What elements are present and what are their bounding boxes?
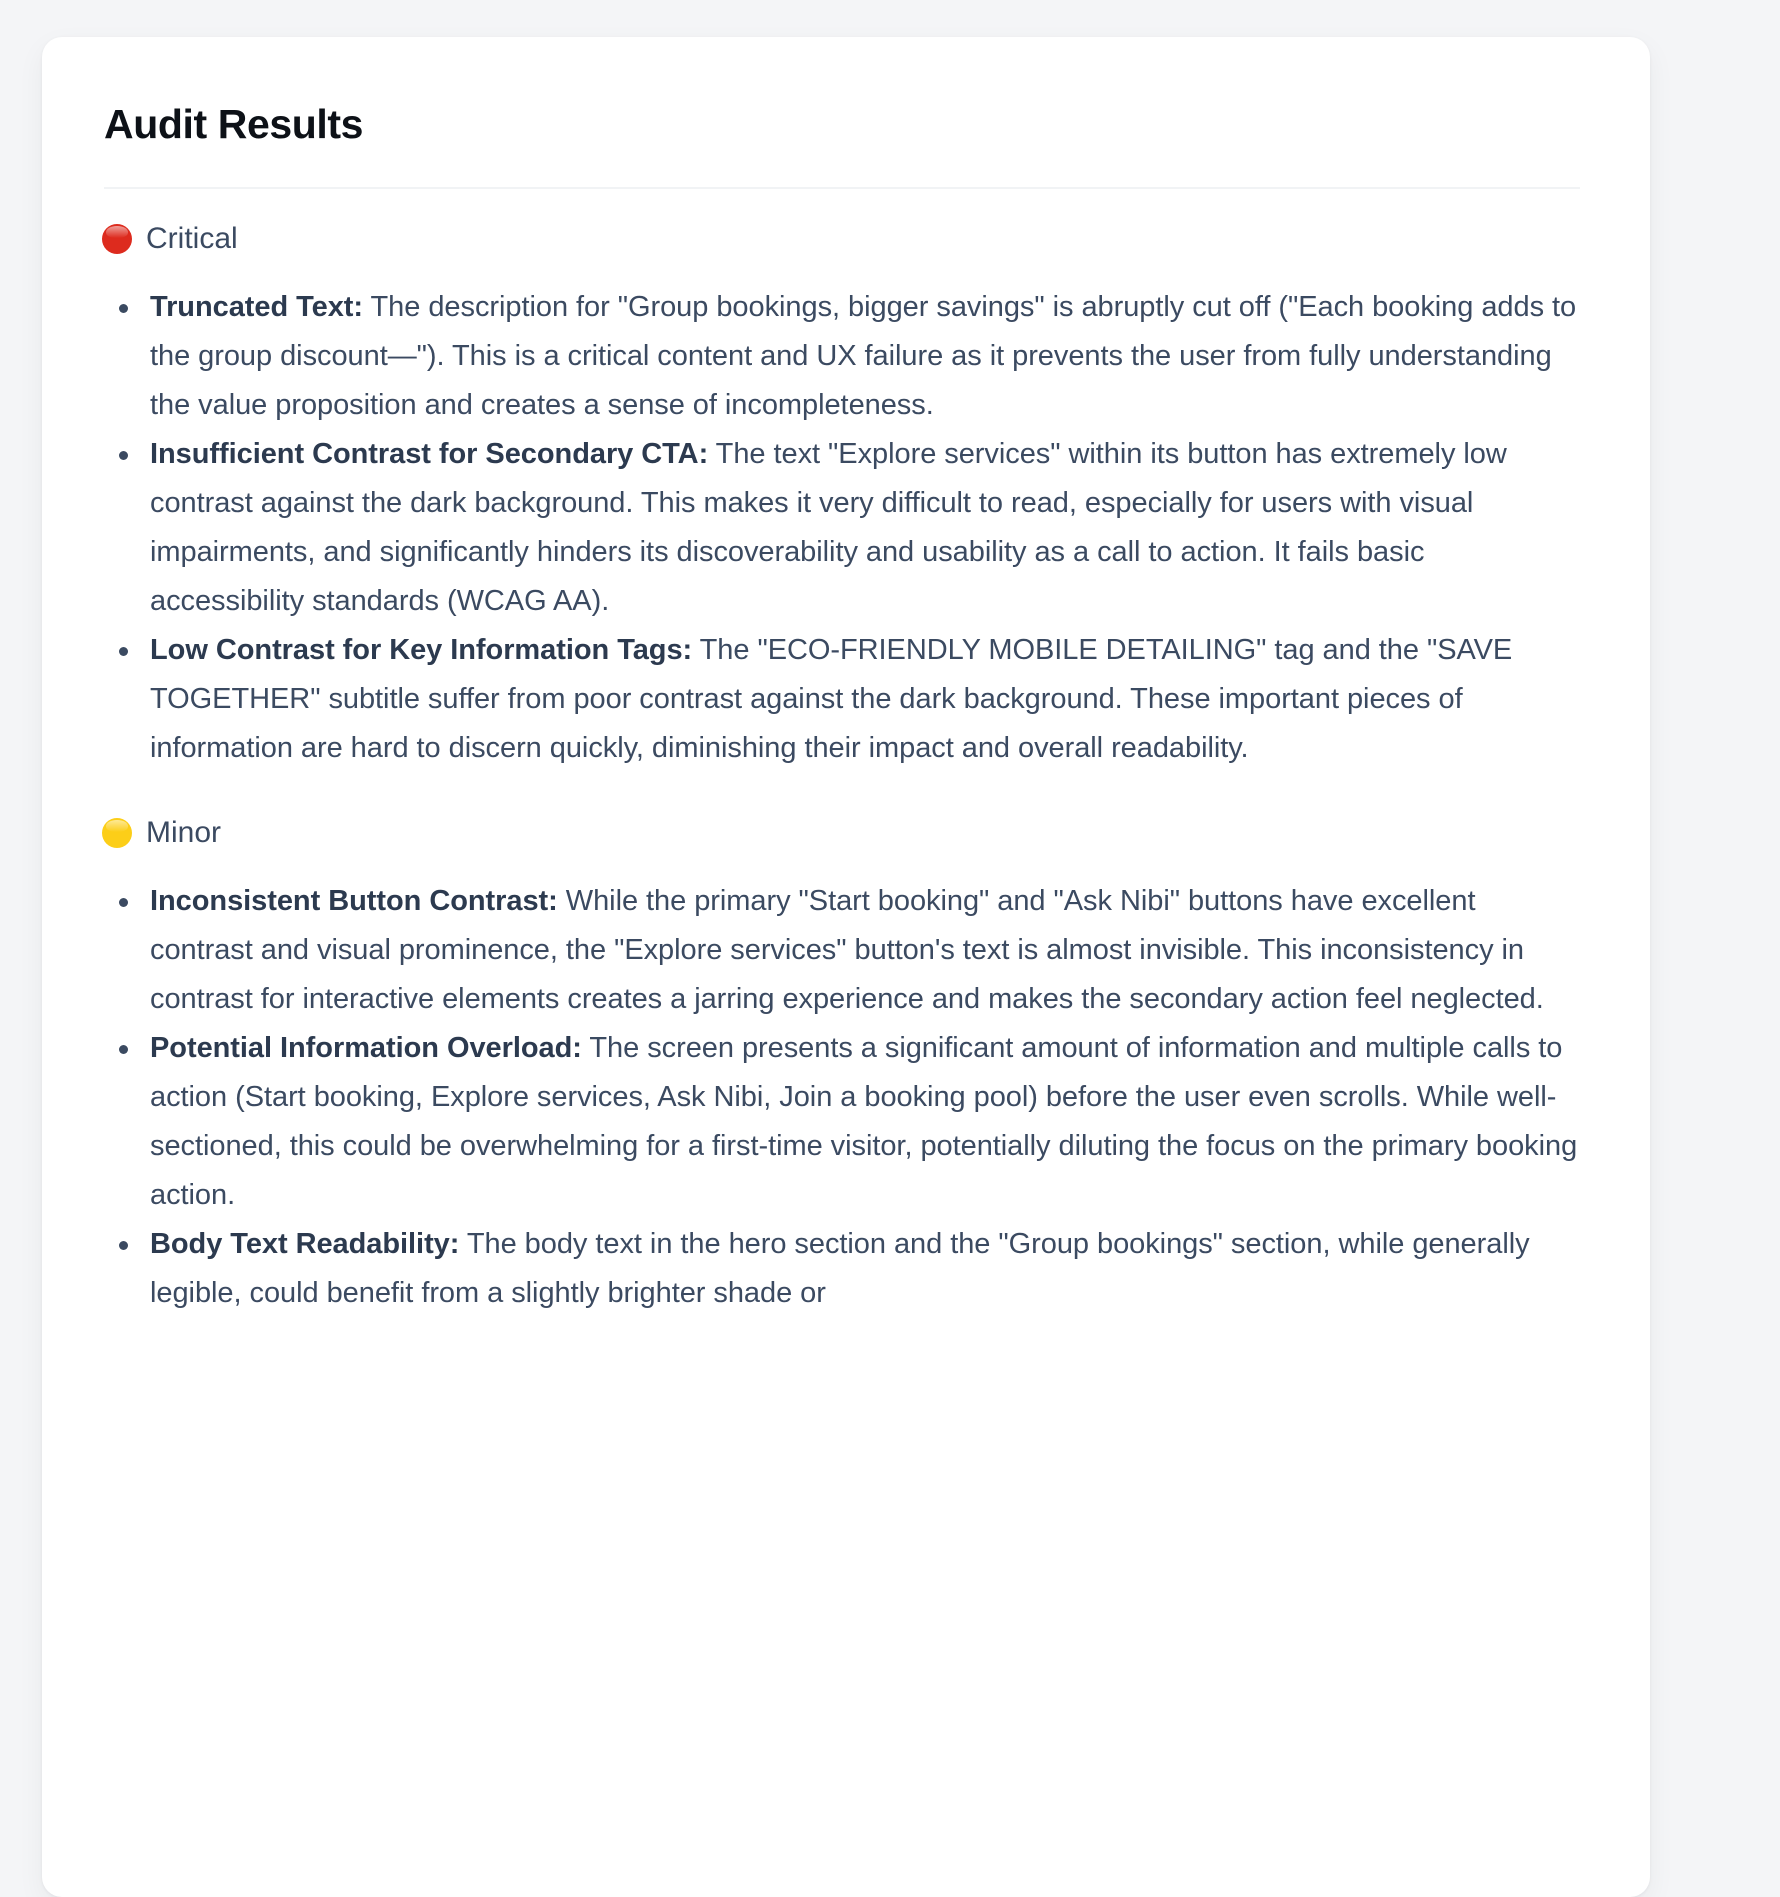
issue-list (102, 283, 1586, 773)
severity-section (102, 221, 1586, 773)
issue-term: Body Text Readability: (150, 1228, 460, 1261)
red-circle-icon (102, 224, 132, 254)
issue-item (102, 626, 1586, 773)
title-divider (104, 187, 1580, 189)
severity-heading-critical (102, 221, 1586, 257)
issue-description: The text "Explore services" within its button has extremely low contrast against the dark background. This makes it very difficult to read, especially for users with visual impairments, and significantly hinders its discoverability and usability as a call to action. It fails basic accessibility standards (WCAG AA). (150, 438, 1507, 618)
issue-description: The body text in the hero section and the "Group bookings" section, while generally legible, could benefit from a slightly brighter shade or (150, 1228, 1530, 1310)
severity-heading-minor (102, 815, 1586, 851)
issue-description: The description for "Group bookings, bigger savings" is abruptly cut off ("Each booking adds to the group discount—"). This is a critical content and UX failure as it prevents the user from fully understanding the value proposition and creates a sense of incompleteness. (150, 291, 1577, 422)
issue-term: Low Contrast for Key Information Tags: (150, 634, 693, 667)
yellow-circle-icon (102, 818, 132, 848)
severity-label: Minor (146, 816, 222, 850)
audit-sections (102, 221, 1586, 1318)
issue-description: The screen presents a significant amount of information and multiple calls to action (Start booking, Explore services, Ask Nibi, Join a booking pool) before the user even scrolls. While well-sectioned, this could be overwhelming for a first-time visitor, potentially diluting the focus on the primary booking action. (150, 1032, 1578, 1212)
issue-term: Truncated Text: (150, 291, 364, 324)
issue-item (102, 430, 1586, 626)
severity-label: Critical (146, 222, 238, 256)
audit-results-card (42, 37, 1650, 1897)
issue-term: Potential Information Overload: (150, 1032, 582, 1065)
issue-item (102, 1220, 1586, 1318)
issue-description: The "ECO-FRIENDLY MOBILE DETAILING" tag and the "SAVE TOGETHER" subtitle suffer from poor contrast against the dark background. These important pieces of information are hard to discern quickly, diminishing their impact and overall readability. (150, 634, 1513, 765)
issue-description: While the primary "Start booking" and "Ask Nibi" buttons have excellent contrast and visual prominence, the "Explore services" button's text is almost invisible. This inconsistency in contrast for interactive elements creates a jarring experience and makes the secondary action feel neglected. (150, 885, 1544, 1016)
issue-item (102, 877, 1586, 1024)
issue-list (102, 877, 1586, 1318)
severity-section (102, 815, 1586, 1318)
issue-item (102, 1024, 1586, 1220)
page-title: Audit Results (104, 101, 364, 147)
issue-term: Inconsistent Button Contrast: (150, 885, 558, 918)
issue-term: Insufficient Contrast for Secondary CTA: (150, 438, 709, 471)
issue-item (102, 283, 1586, 430)
